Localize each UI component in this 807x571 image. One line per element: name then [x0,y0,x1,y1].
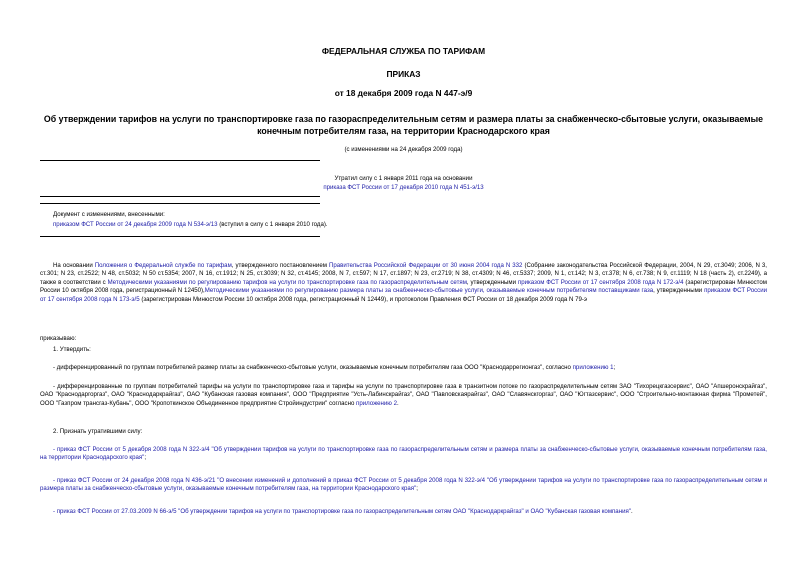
text: - дифференцированные по группам потребителей тарифы на услуги по транспортировке газа и тарифы на услуги по транспортировке газа в транзитном потоке по газораспределительным сетям ЗАО "Тихорецкгазсервис", ОАО "Апшеронскрайгаз", ОАО "Краснодаргоргаз", ОАО "Краснодаркрайгаз", ОАО "Кубанская газовая компания", ООО "Предприятие "Усть-Лабинскрайгаз", ОАО "Павловскаярайгаз", ОАО "Славянскгоргаз", ОАО "Югтазсервис", ООО "Строительно-монтажная фирма "Прометей", ООО "Газпром трансгаз-Кубань", ООО "Кропоткинское Объединенное предприятие Стройиндустрии" согласно [40,383,767,407]
methodology-link-1[interactable]: Методическими указаниями по регулированию тарифов на услуги по транспортировке газа по газораспределительным сетям [107,278,467,286]
agency-heading: ФЕДЕРАЛЬНАЯ СЛУЖБА ПО ТАРИФАМ [321,46,486,56]
text: На основании [53,262,95,269]
amendment-tail: (вступил в силу с 1 января 2010 года). [217,221,328,228]
text: . [630,508,633,515]
preamble-paragraph [40,262,767,304]
divider [40,160,320,161]
order-173-link[interactable]: приказом ФСТ России от 17 сентября 2008 года N 173-э/5 [40,287,767,303]
expiry-order-link[interactable]: приказа ФСТ России от 17 декабря 2010 года N 451-э/13 [323,184,484,191]
text: ; [144,454,147,462]
divider [40,203,320,204]
revision-note: (с изменениями на 24 декабря 2009 года) [344,146,463,153]
text: , утвержденного постановлением [231,262,329,269]
expiry-link-wrap [0,184,807,192]
text: . [396,399,399,407]
repealed-order-436-link[interactable]: - приказ ФСТ России от 24 декабря 2008 года N 436-э/21 "О внесении изменений и дополнений в приказ ФСТ России от 5 декабря 2008 года N 322-э/4 "Об утверждении тарифов на услуги по транспортировке газа по газораспределительным сетям и размера платы за снабженческо-сбытовые услуги, оказываемые конечным потребителям газа, на территории Краснодарского края" [40,477,767,493]
order-172-link[interactable]: приказом ФСТ России от 17 сентября 2008 года N 172-э/4 [517,278,684,286]
item-2-c [40,508,767,516]
methodology-link-2[interactable]: Методическими указаниями по регулированию размера платы за снабженческо-сбытовые услуги, оказываемые конечным потребителям поставщиками газа [204,287,654,295]
text: ; [416,485,418,493]
item-2-a [40,446,767,463]
doc-type-heading: ПРИКАЗ [386,69,421,79]
text: (зарегистрирован Минюстом России 10 октября 2008 года, регистрационный N 12450), [40,278,767,295]
document-title: Об утверждении тарифов на услуги по транспортировке газа по газораспределительным сетям и размера платы за снабженческо-сбытовые услуги, оказываемые конечным потребителям газа, на территории Краснодарского края [43,114,764,136]
item-1-a [40,364,767,372]
divider [40,196,320,197]
regulation-link[interactable]: Положения о Федеральной службе по тарифам [94,262,232,269]
government-decree-link[interactable]: Правительства Российской Федерации от 30 июня 2004 года N 332 [328,262,523,269]
amendments-line [53,221,328,229]
repealed-order-66-link[interactable]: - приказ ФСТ России от 27.03.2009 N 66-э/5 "Об утверждении тарифов на услуги по транспортировке газа по газораспределительным сетям ОАО "Краснодаркрайгаз" и ОАО "Кубанская газовая компания" [53,508,631,515]
appendix-1-link[interactable]: приложению 1 [572,364,614,371]
item-2-heading: 2. Признать утратившими силу: [53,428,143,435]
expiry-note: Утратил силу с 1 января 2011 года на основании [334,175,473,182]
text: (Собрание законодательства Российской Федерации, 2004, N 29, ст.3049; 2006, N 3, ст.301; N 23, ст.2522; N 48, ст.5032; N 50 ст.5354; 2007, N 16, ст.1912; N 25, ст.3039; N 32, ст.4145; 2008, N 7, ст.597; N 17, ст.1897; N 23, ст.2719; N 38, ст.4309; N 46, ст.5337; 2009, N 1, ст.142; N 3, ст.378; N 6, ст.738; N 9, ст.1119; N 18 (часть 2), ст.2249), а также в соответствии с [40,262,767,286]
item-2-b [40,477,767,494]
doc-date-number: от 18 декабря 2009 года N 447-э/9 [334,88,473,98]
text: ; [613,364,616,371]
item-1-b [40,383,767,408]
repealed-order-322-link[interactable]: - приказ ФСТ России от 5 декабря 2008 года N 322-э/4 "Об утверждении тарифов на услуги по транспортировке газа по газораспределительным сетям и размера платы за снабженческо-сбытовые услуги, оказываемые конечным потребителям газа, на территории Краснодарского края" [40,446,767,462]
text: - дифференцированный по группам потребителей размер платы за снабженческо-сбытовые услуги, оказываемые конечным потребителям газа ООО "Краснодаррегионгаз", согласно [53,364,573,371]
order-word: приказываю: [40,335,77,342]
amendment-order-link[interactable]: приказом ФСТ России от 24 декабря 2009 года N 534-э/13 [53,221,218,228]
text: , утвержденными [653,287,705,295]
appendix-2-link[interactable]: приложению 2 [356,399,397,407]
text: , утвержденными [466,278,518,286]
item-1-heading: 1. Утвердить: [53,346,91,353]
divider [40,236,320,237]
amendments-label: Документ с изменениями, внесенными: [53,211,165,218]
text: (зарегистрирован Минюстом России 10 октября 2008 года, регистрационный N 12449), и протоколом Правления ФСТ России от 18 декабря 2009 года N 79-э [139,295,587,303]
